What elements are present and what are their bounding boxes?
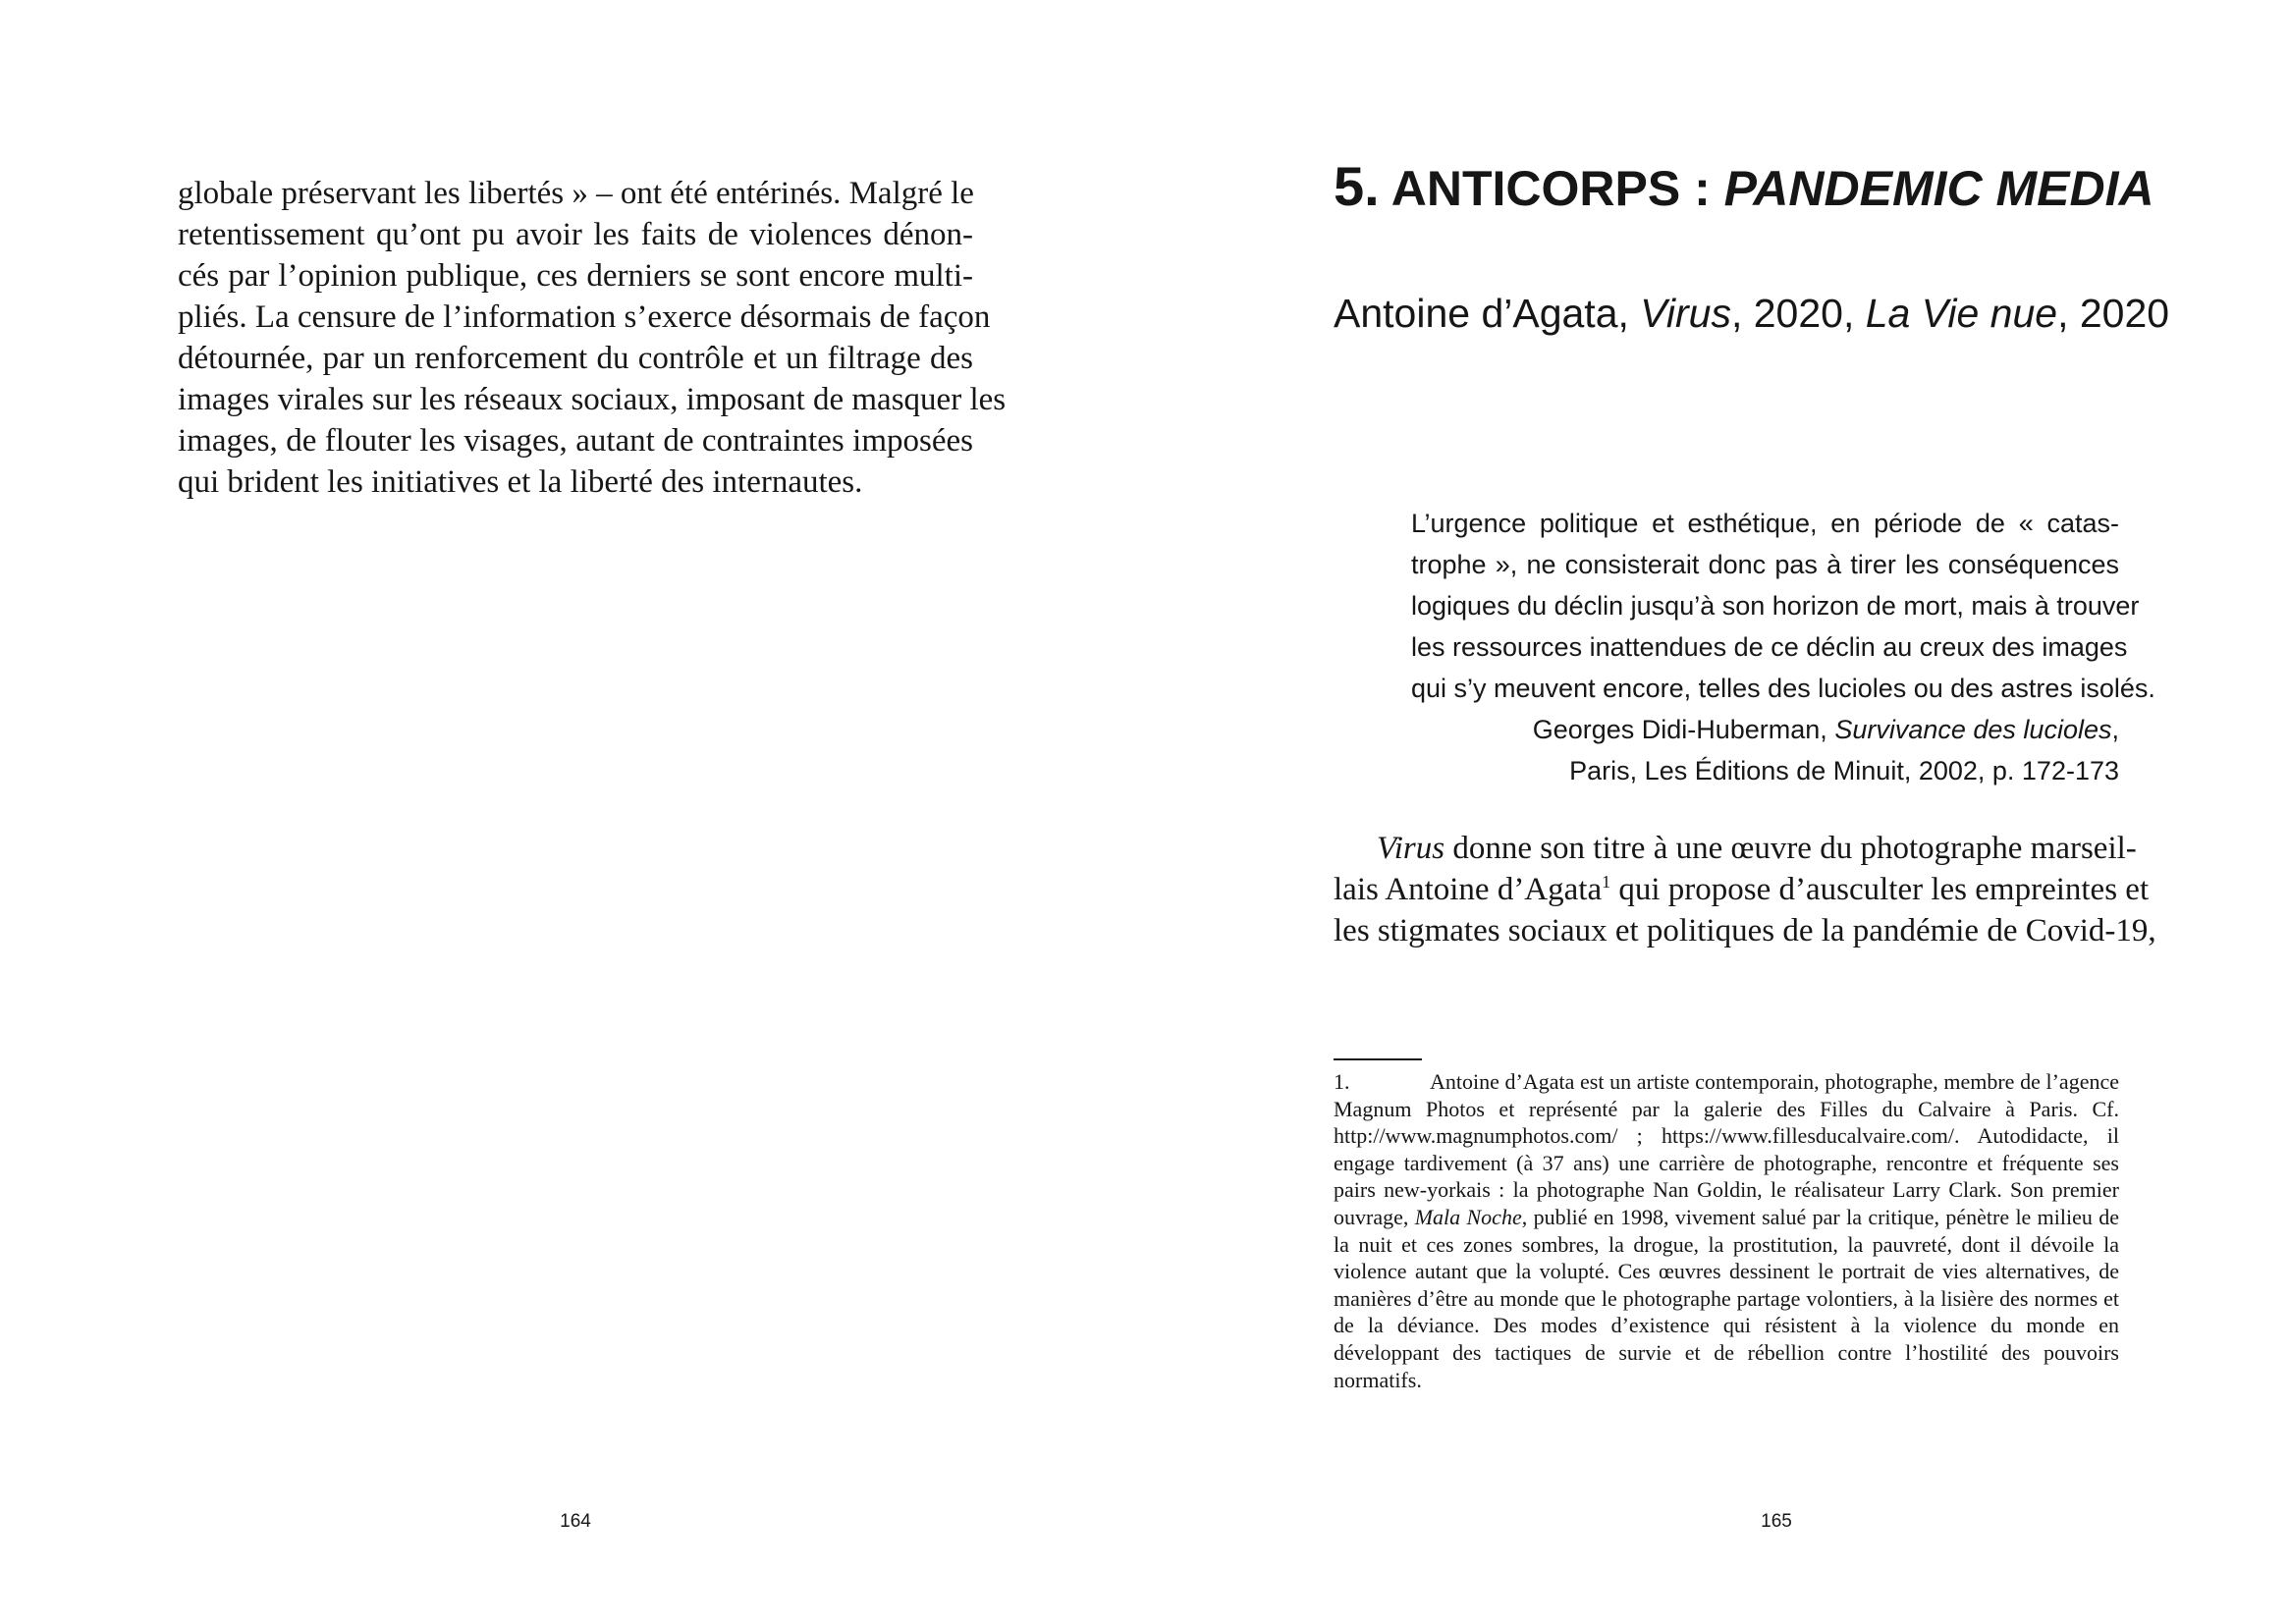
text-line: pliés. La censure de l’information s’exerce désormais de façon bbox=[178, 299, 991, 335]
attribution-author: Georges Didi-Huberman, bbox=[1532, 715, 1835, 744]
right-page bbox=[1145, 0, 2289, 1624]
page-number-left: 164 bbox=[560, 1511, 591, 1532]
attribution-title: Survivance des lucioles bbox=[1834, 715, 2112, 744]
footnote-text: , publié en 1998, vivement salué par la critique, pénètre le milieu de la nuit et ces zones sombres, la drogue, la prostitution, la pauvreté, dont il dévoile la violence autant que la volupté. Ces œuvres dessinent le portrait de vies alternatives, de manières d’être au monde que le photographe partage volontiers, à la lisière des normes et de la déviance. Des modes d’existence qui résistent à la violence du monde en développant des tactiques de survie et de rébellion contre l’hostilité des pouvoirs normatifs. bbox=[1334, 1204, 2119, 1392]
epigraph bbox=[1411, 503, 2155, 791]
subtitle-separator: , 2020, bbox=[1730, 291, 1866, 336]
footnote-reference[interactable]: 1 bbox=[1602, 872, 1611, 892]
epigraph-attribution bbox=[1411, 709, 2119, 750]
epigraph-line: les ressources inattendues de ce déclin au creux des images bbox=[1411, 632, 2128, 662]
text-line: les stigmates sociaux et politiques de la pandémie de Covid-19, bbox=[1334, 913, 2156, 948]
attribution-comma: , bbox=[2111, 715, 2119, 744]
text-line: qui brident les initiatives et la liberté des internautes. bbox=[178, 464, 863, 500]
footnote-text: Antoine d’Agata est un artiste contemporain, photographe, membre de l’agence Magnum Photos et représenté par la galerie des Filles du Calvaire à Paris. Cf. http://www.magnumphotos.com/ ; https://www.fillesducalvaire.com/. Autodidacte, il engage tardivement (à 37 ans) une carrière de photographe, rencontre et fréquente ses pairs new-yorkais : la photographe Nan Goldin, le réalisateur Larry Clark. Son premier ouvrage, bbox=[1334, 1069, 2119, 1229]
text-fragment: lais Antoine d’Agata bbox=[1334, 872, 1603, 907]
text-line bbox=[1334, 828, 2137, 869]
work-title-virus: Virus bbox=[1377, 831, 1445, 866]
text-line: globale préservant les libertés » – ont été entérinés. Malgré le bbox=[178, 176, 974, 211]
text-line: cés par l’opinion publique, ces derniers se sont encore multi- bbox=[178, 258, 973, 294]
epigraph-publisher: Paris, Les Éditions de Minuit, 2002, p. 172-173 bbox=[1569, 756, 2119, 785]
footnote bbox=[1334, 1068, 2119, 1393]
footnote-separator bbox=[1334, 1058, 1422, 1060]
text-fragment: donne son titre à une œuvre du photographe marseil- bbox=[1444, 831, 2137, 866]
footnote-work-title: Mala Noche bbox=[1414, 1204, 1522, 1229]
footnote-number: 1. bbox=[1334, 1069, 1350, 1094]
subtitle-author: Antoine d’Agata, bbox=[1334, 291, 1641, 336]
left-page-paragraph bbox=[178, 173, 1007, 503]
chapter-title-italic: PANDEMIC MEDIA bbox=[1723, 161, 2154, 216]
chapter-title bbox=[1334, 157, 2154, 218]
chapter-subtitle bbox=[1334, 287, 2169, 340]
text-line: retentissement qu’ont pu avoir les faits de violences dénon- bbox=[178, 217, 973, 252]
left-page bbox=[0, 0, 1144, 1624]
text-line: images, de flouter les visages, autant de contraintes imposées bbox=[178, 423, 973, 459]
text-line bbox=[1334, 869, 2150, 910]
text-line: images virales sur les réseaux sociaux, imposant de masquer les bbox=[178, 382, 1007, 417]
epigraph-line: qui s’y meuvent encore, telles des lucioles ou des astres isolés. bbox=[1411, 674, 2155, 703]
epigraph-line: L’urgence politique et esthétique, en période de « catas- bbox=[1411, 509, 2119, 538]
epigraph-line: trophe », ne consisterait donc pas à tirer les conséquences bbox=[1411, 550, 2119, 579]
right-page-paragraph bbox=[1334, 828, 2156, 951]
subtitle-separator: , 2020 bbox=[2057, 291, 2170, 336]
page-number-right: 165 bbox=[1761, 1511, 1792, 1532]
text-line: détournée, par un renforcement du contrôle et un filtrage des bbox=[178, 341, 973, 376]
text-fragment: qui propose d’ausculter les empreintes et bbox=[1610, 872, 2150, 907]
subtitle-work-virus: Virus bbox=[1640, 291, 1731, 336]
subtitle-work-vie-nue: La Vie nue bbox=[1865, 291, 2058, 336]
chapter-number: 5. bbox=[1334, 155, 1380, 217]
chapter-title-plain: ANTICORPS : bbox=[1390, 161, 1711, 216]
epigraph-line: logiques du déclin jusqu’à son horizon de mort, mais à trouver bbox=[1411, 591, 2140, 621]
